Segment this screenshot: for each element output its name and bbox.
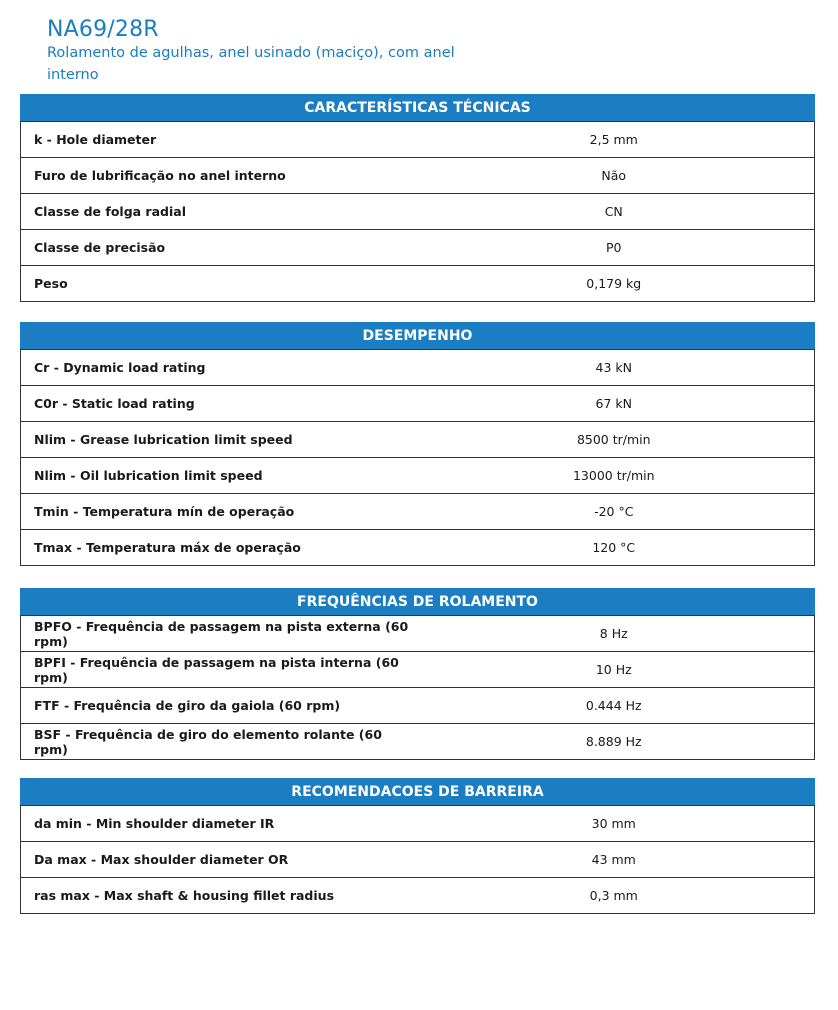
spec-table	[20, 121, 815, 302]
row-label: da min - Min shoulder diameter IR	[21, 806, 414, 842]
row-label: Tmax - Temperatura máx de operação	[21, 530, 414, 566]
row-value: 43 kN	[414, 350, 815, 386]
row-value: 10 Hz	[414, 652, 815, 688]
table-row	[21, 494, 815, 530]
row-value: 43 mm	[414, 842, 815, 878]
row-label: FTF - Frequência de giro da gaiola (60 rpm)	[21, 688, 414, 724]
row-label: ras max - Max shaft & housing fillet radius	[21, 878, 414, 914]
section-barrier	[20, 778, 815, 914]
table-row	[21, 806, 815, 842]
row-label: Cr - Dynamic load rating	[21, 350, 414, 386]
row-label: Nlim - Grease lubrication limit speed	[21, 422, 414, 458]
table-row	[21, 724, 815, 760]
row-value: 0.444 Hz	[414, 688, 815, 724]
row-value: 0,3 mm	[414, 878, 815, 914]
row-value: 67 kN	[414, 386, 815, 422]
spec-table	[20, 805, 815, 914]
row-value: 13000 tr/min	[414, 458, 815, 494]
section-performance	[20, 322, 815, 566]
row-label: Furo de lubrificação no anel interno	[21, 158, 414, 194]
row-label: Tmin - Temperatura mín de operação	[21, 494, 414, 530]
table-row	[21, 458, 815, 494]
product-title: NA69/28R	[47, 17, 159, 42]
table-row	[21, 230, 815, 266]
section-frequencies	[20, 588, 815, 760]
table-row	[21, 878, 815, 914]
row-label: BSF - Frequência de giro do elemento rolante (60 rpm)	[21, 724, 414, 760]
row-label: Da max - Max shoulder diameter OR	[21, 842, 414, 878]
table-row	[21, 386, 815, 422]
row-label: Classe de folga radial	[21, 194, 414, 230]
row-value: -20 °C	[414, 494, 815, 530]
table-row	[21, 652, 815, 688]
table-row	[21, 122, 815, 158]
row-label: Peso	[21, 266, 414, 302]
row-value: P0	[414, 230, 815, 266]
table-row	[21, 688, 815, 724]
row-label: Nlim - Oil lubrication limit speed	[21, 458, 414, 494]
row-value: 30 mm	[414, 806, 815, 842]
row-value: 0,179 kg	[414, 266, 815, 302]
row-value: 120 °C	[414, 530, 815, 566]
table-row	[21, 194, 815, 230]
product-subtitle: Rolamento de agulhas, anel usinado (maciço), com anel interno	[47, 45, 455, 83]
section-technical	[20, 94, 815, 302]
row-value: Não	[414, 158, 815, 194]
row-label: BPFO - Frequência de passagem na pista externa (60 rpm)	[21, 616, 414, 652]
spec-table	[20, 615, 815, 760]
row-value: 2,5 mm	[414, 122, 815, 158]
table-row	[21, 422, 815, 458]
row-label: BPFI - Frequência de passagem na pista interna (60 rpm)	[21, 652, 414, 688]
row-value: CN	[414, 194, 815, 230]
row-value: 8500 tr/min	[414, 422, 815, 458]
section-header: DESEMPENHO	[20, 322, 815, 349]
row-label: C0r - Static load rating	[21, 386, 414, 422]
table-row	[21, 350, 815, 386]
table-row	[21, 266, 815, 302]
row-value: 8 Hz	[414, 616, 815, 652]
table-row	[21, 616, 815, 652]
row-value: 8.889 Hz	[414, 724, 815, 760]
section-header: FREQUÊNCIAS DE ROLAMENTO	[20, 588, 815, 615]
table-row	[21, 842, 815, 878]
section-header: CARACTERÍSTICAS TÉCNICAS	[20, 94, 815, 121]
spec-table	[20, 349, 815, 566]
row-label: k - Hole diameter	[21, 122, 414, 158]
table-row	[21, 530, 815, 566]
section-header: RECOMENDACOES DE BARREIRA	[20, 778, 815, 805]
table-row	[21, 158, 815, 194]
row-label: Classe de precisão	[21, 230, 414, 266]
